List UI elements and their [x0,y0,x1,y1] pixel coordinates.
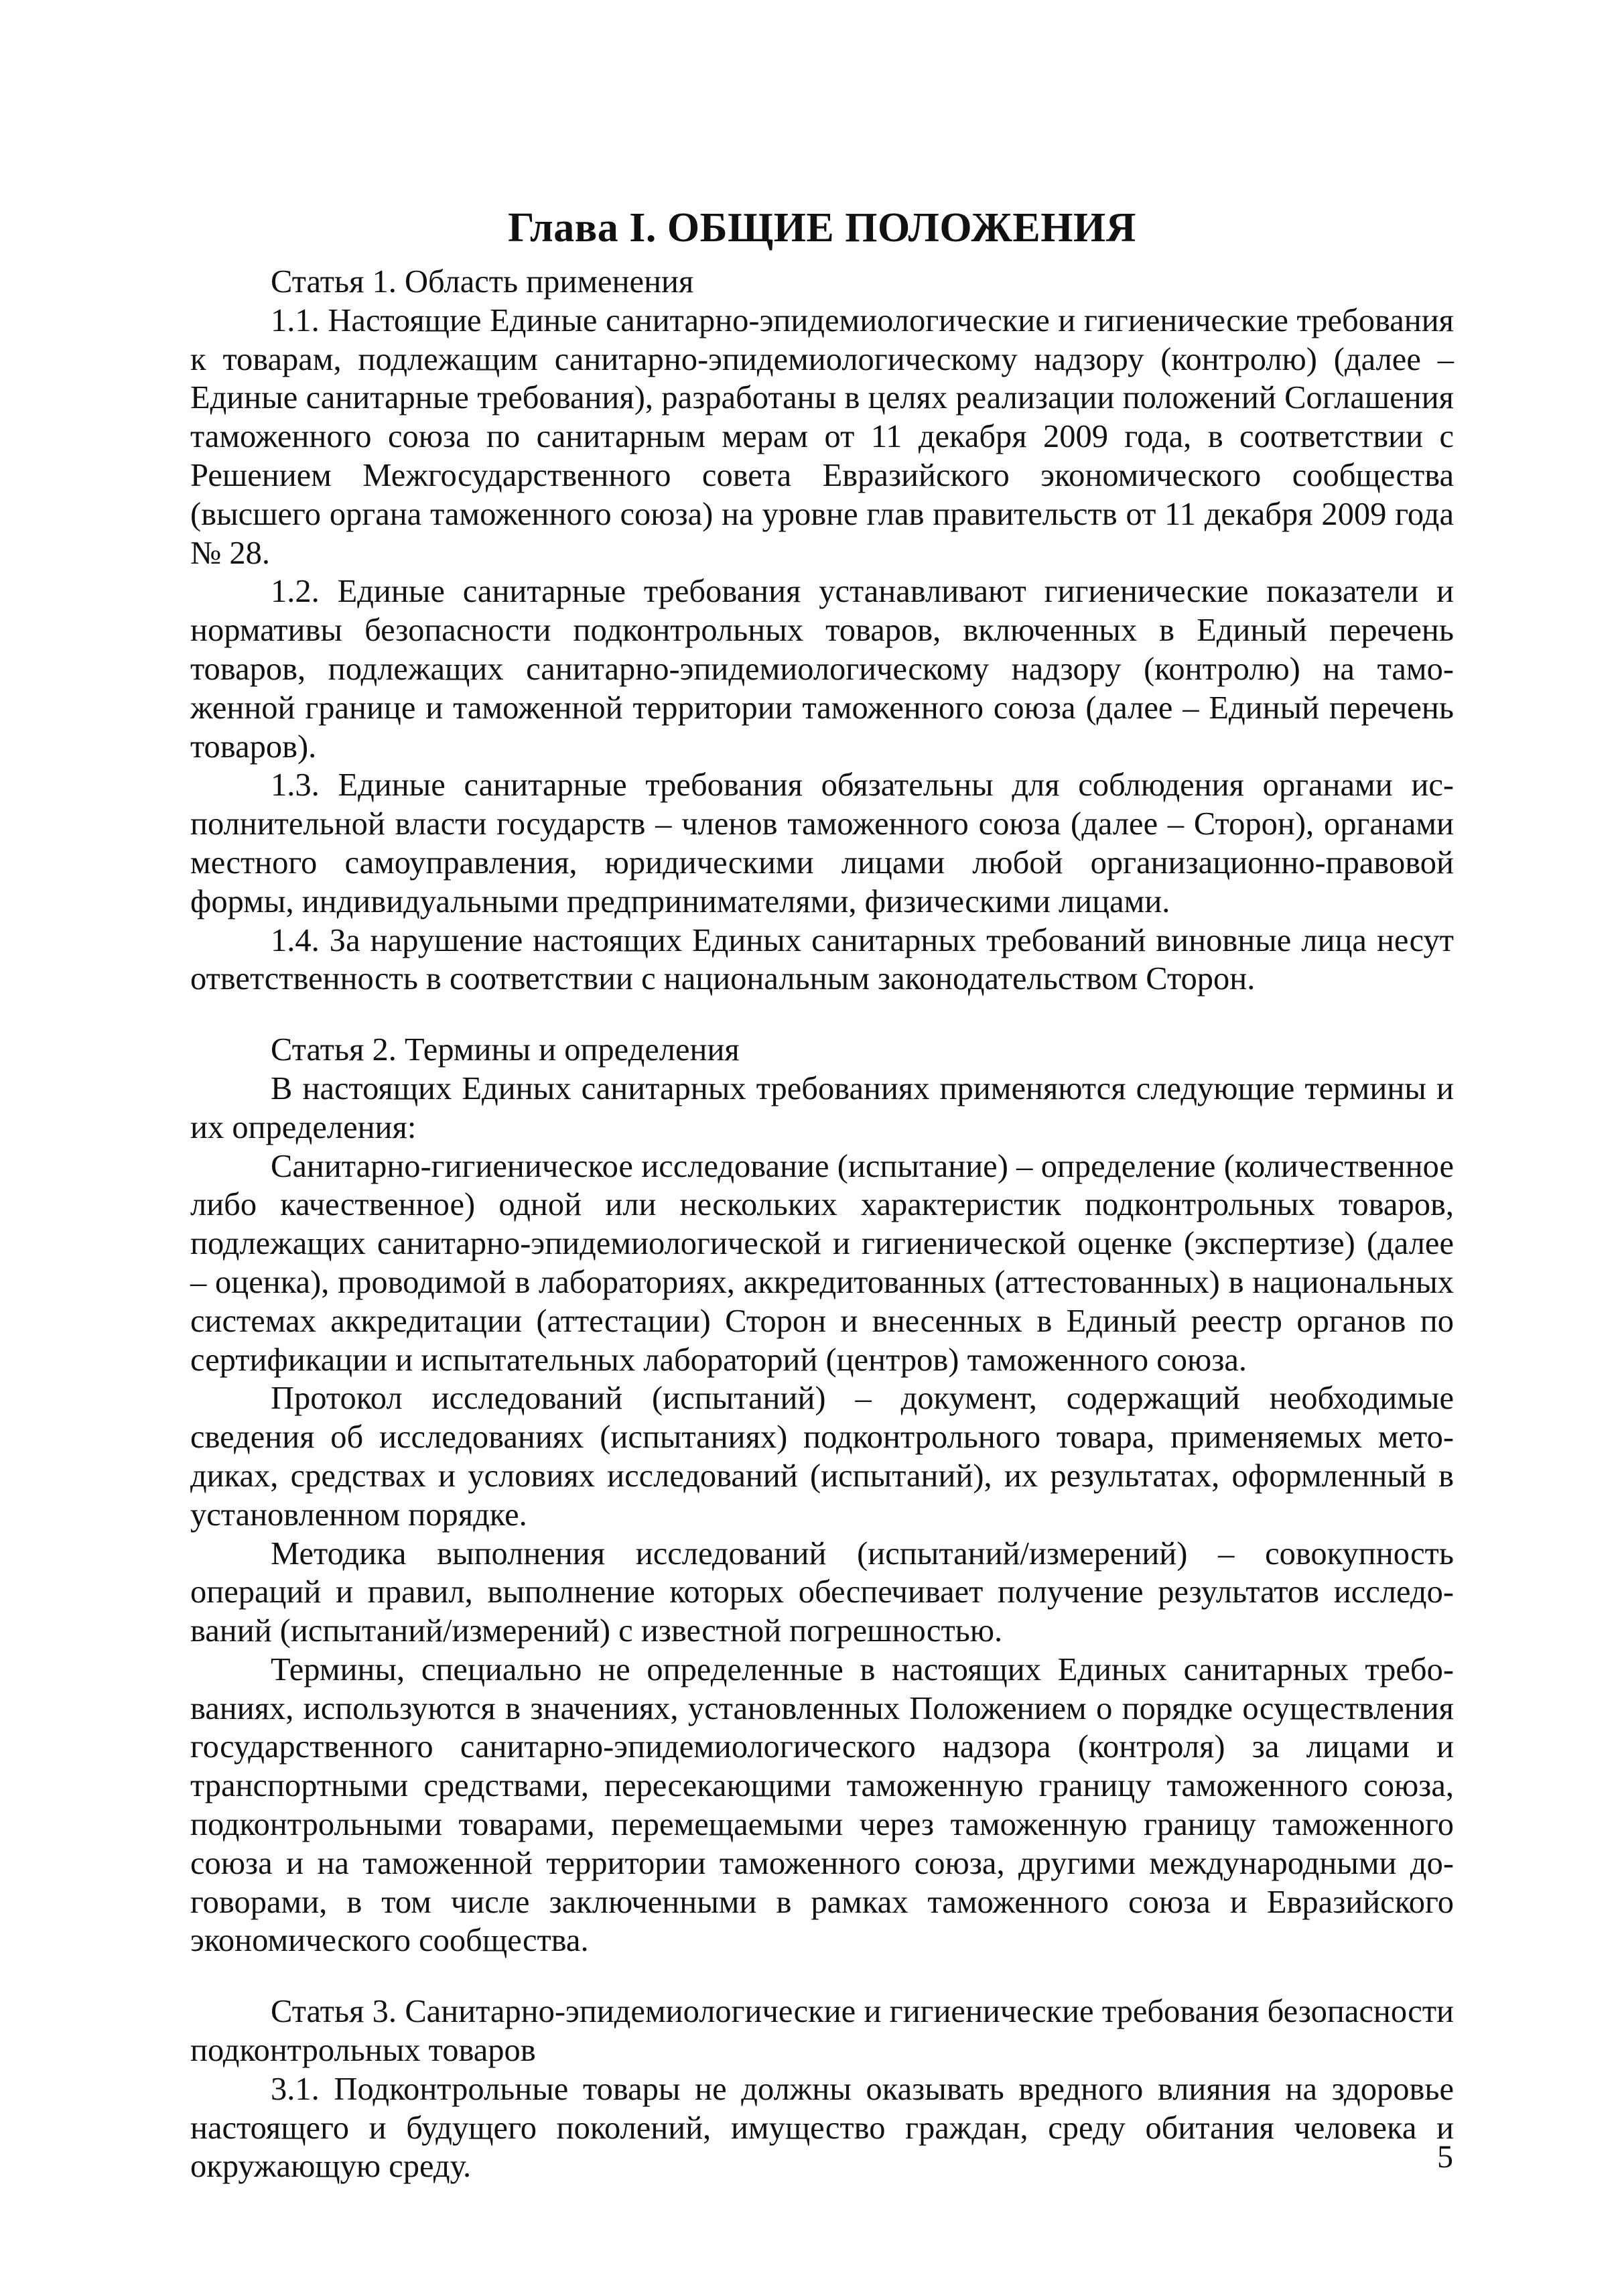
chapter-title: Глава I. ОБЩИЕ ПОЛОЖЕНИЯ [508,205,1136,251]
clause-1-2: 1.2. Единые санитарные требования устанавливают гигиенические показатели и нормативы безопасности подконтрольных товаров, включенных в Единый перечень товаров, подлежащих санитарно-эпидемиологическому надзору (контролю) на таможенной границе и таможенной территории таможенного союза (далее – Единый перечень товаров). [190,574,1454,765]
article-2-intro: В настоящих Единых санитарных требованиях применяются следующие термины и их определения: [190,1070,1454,1145]
definition-sanitary-research: Санитарно-гигиеническое исследование (испытание) – определение (количественное либо качественное) одной или нескольких характеристик подконтрольных товаров, подлежащих санитарно-эпидемиологической и гигиенической оценке (экспертизе) (далее – оценка), проводимой в лабораториях, аккредитованных (аттестованных) в национальных системах аккредитации (аттестации) Сторон и внесенных в Единый реестр органов по сертификации и испытательных лабораторий (центров) таможенного союза. [190,1148,1454,1378]
article-2 [190,1031,1454,1960]
article-2-heading: Статья 2. Термины и определения [271,1032,740,1068]
clause-1-4: 1.4. За нарушение настоящих Единых санитарных требований виновные лица несут ответственность в соответствии с национальным законодательством Сторон. [190,922,1454,997]
page-number: 5 [1437,2139,1453,2175]
page-content [190,201,1454,2186]
article-3 [190,1992,1454,2186]
clause-3-1: 3.1. Подконтрольные товары не должны оказывать вредного влияния на здоровье настоящего и будущего поколений, имущество граждан, среду обитания человека и окружающую среду. [190,2071,1454,2185]
article-1 [190,263,1454,999]
article-1-heading: Статья 1. Область применения [271,264,694,300]
clause-1-3: 1.3. Единые санитарные требования обязательны для соблюдения органами исполнительной власти государств – членов таможенного союза (далее – Сторон), органами местного самоуправления, юридическими лицами любой организационно-правовой формы, индивидуальными предпринимателями, физическими лицами. [190,767,1454,919]
clause-1-1: 1.1. Настоящие Единые санитарно-эпидемиологические и гигиенические требования к товарам, подлежащим санитарно-эпидемиологическому надзору (контролю) (далее – Единые санитарные требования), разработаны в целях реализации положений Соглашения таможенного союза по санитарным мерам от 11 декабря 2009 года, в соответствии с Решением Межгосударственного совета Евразийского экономического сообщества (высшего органа таможенного союза) на уровне глав правительств от 11 декабря 2009 года № 28. [190,302,1454,571]
section-gap [190,999,1454,1031]
definition-other-terms: Термины, специально не определенные в настоящих Единых санитарных требованиях, используются в значениях, установленных Положением о порядке осуществления государственного санитарно-эпидемиологического надзора (контроля) за лицами и транспортными средствами, пересекающими таможенную границу таможенного союза, подконтрольными товарами, перемещаемыми через таможенную границу таможенного союза и на таможенной территории таможенного союза, другими международными договорами, в том числе заключенными в рамках таможенного союза и Евразийского экономического сообщества. [190,1651,1454,1959]
section-gap [190,1960,1454,1992]
definition-research-protocol: Протокол исследований (испытаний) – документ, содержащий необходимые сведения об исследованиях (испытаниях) подконтрольного товара, применяемых методиках, средствах и условиях исследований (испытаний), их результатах, оформленный в установленном порядке. [190,1381,1454,1533]
article-3-heading: Статья 3. Санитарно-эпидемиологические и гигиенические требования безопасности подконтрольных товаров [190,1994,1454,2069]
definition-research-method: Методика выполнения исследований (испытаний/измерений) – совокупность операций и правил, выполнение которых обеспечивает получение результатов исследований (испытаний/измерений) с известной погрешностью. [190,1535,1454,1649]
